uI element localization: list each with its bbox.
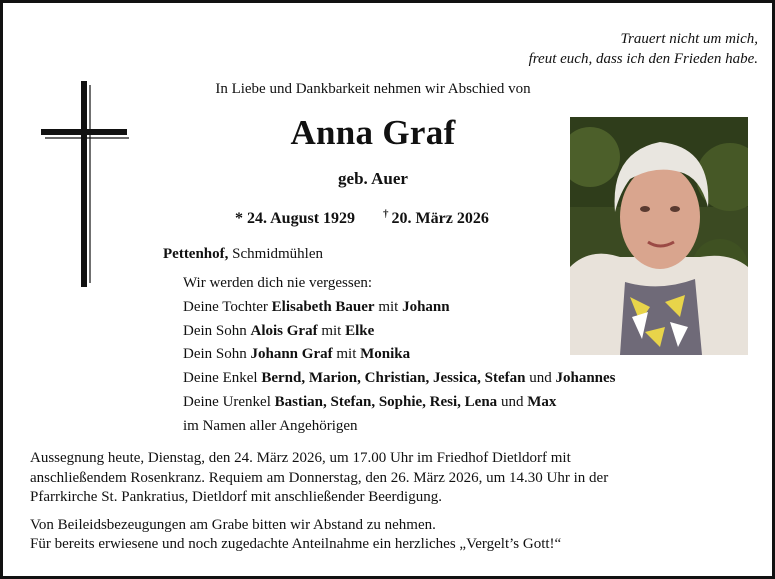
partner-name: Max bbox=[527, 393, 557, 410]
text-line: Für bereits erwiesene und noch zugedachte Anteilnahme ein herzliches „Vergelt’s Gott!“ bbox=[30, 536, 562, 552]
place bbox=[163, 246, 323, 263]
quote bbox=[529, 29, 758, 69]
intro-text: In Liebe und Dankbarkeit nehmen wir Abschied von bbox=[215, 81, 531, 97]
connector: mit bbox=[374, 298, 403, 315]
partner-name: Monika bbox=[360, 346, 411, 363]
relative-names: Bernd, Marion, Christian, Jessica, Stefan bbox=[261, 370, 526, 387]
partner-name: Johann bbox=[402, 298, 450, 315]
relation: Deine Enkel bbox=[183, 370, 262, 387]
relation: Dein Sohn bbox=[183, 346, 251, 363]
maiden-name: geb. Auer bbox=[338, 169, 408, 188]
text-line: Aussegnung heute, Dienstag, den 24. März 2026, um 17.00 Uhr im Friedhof Dietldorf mit bbox=[30, 450, 571, 466]
birth-date: * 24. August 1929 bbox=[235, 210, 356, 227]
funeral-info bbox=[30, 449, 750, 563]
relative-names: Bastian, Stefan, Sophie, Resi, Lena bbox=[274, 393, 498, 410]
connector: und bbox=[525, 370, 556, 387]
quote-line: Trauert nicht um mich, bbox=[620, 31, 758, 47]
place-main: Pettenhof, bbox=[163, 246, 229, 262]
relation: Dein Sohn bbox=[183, 322, 251, 339]
funeral-paragraph bbox=[30, 449, 750, 508]
relation: Deine Tochter bbox=[183, 298, 272, 315]
relative-names: Johann Graf bbox=[250, 346, 333, 363]
partner-name: Elke bbox=[345, 322, 375, 339]
partner-name: Johannes bbox=[555, 370, 616, 387]
text-line: Pfarrkirche St. Pankratius, Dietldorf mit anschließender Beerdigung. bbox=[30, 489, 442, 505]
life-dates bbox=[235, 208, 489, 228]
relative-names: Elisabeth Bauer bbox=[271, 298, 375, 315]
family-line bbox=[183, 296, 616, 320]
connector: und bbox=[497, 393, 528, 410]
family-line bbox=[183, 391, 616, 415]
family-line: im Namen aller Angehörigen bbox=[183, 417, 358, 434]
family-line: Wir werden dich nie vergessen: bbox=[183, 275, 373, 291]
relation: Deine Urenkel bbox=[183, 393, 275, 410]
text-line: anschließendem Rosenkranz. Requiem am Donnerstag, den 26. März 2026, um 14.30 Uhr in der bbox=[30, 469, 609, 486]
family-line bbox=[183, 320, 616, 344]
death-date: 20. März 2026 bbox=[391, 210, 489, 227]
quote-line: freut euch, dass ich den Frieden habe. bbox=[528, 51, 758, 67]
relative-names: Alois Graf bbox=[250, 322, 318, 339]
death-symbol: † bbox=[383, 208, 389, 220]
family-line bbox=[183, 367, 616, 391]
family-line bbox=[183, 343, 616, 367]
place-rest: Schmidmühlen bbox=[228, 246, 323, 262]
family-list bbox=[183, 272, 616, 439]
closing-paragraph bbox=[30, 516, 750, 555]
text-line: Von Beileidsbezeugungen am Grabe bitten wir Abstand zu nehmen. bbox=[30, 516, 436, 533]
connector: mit bbox=[332, 346, 361, 363]
connector: mit bbox=[317, 322, 346, 339]
deceased-name: Anna Graf bbox=[290, 113, 456, 152]
